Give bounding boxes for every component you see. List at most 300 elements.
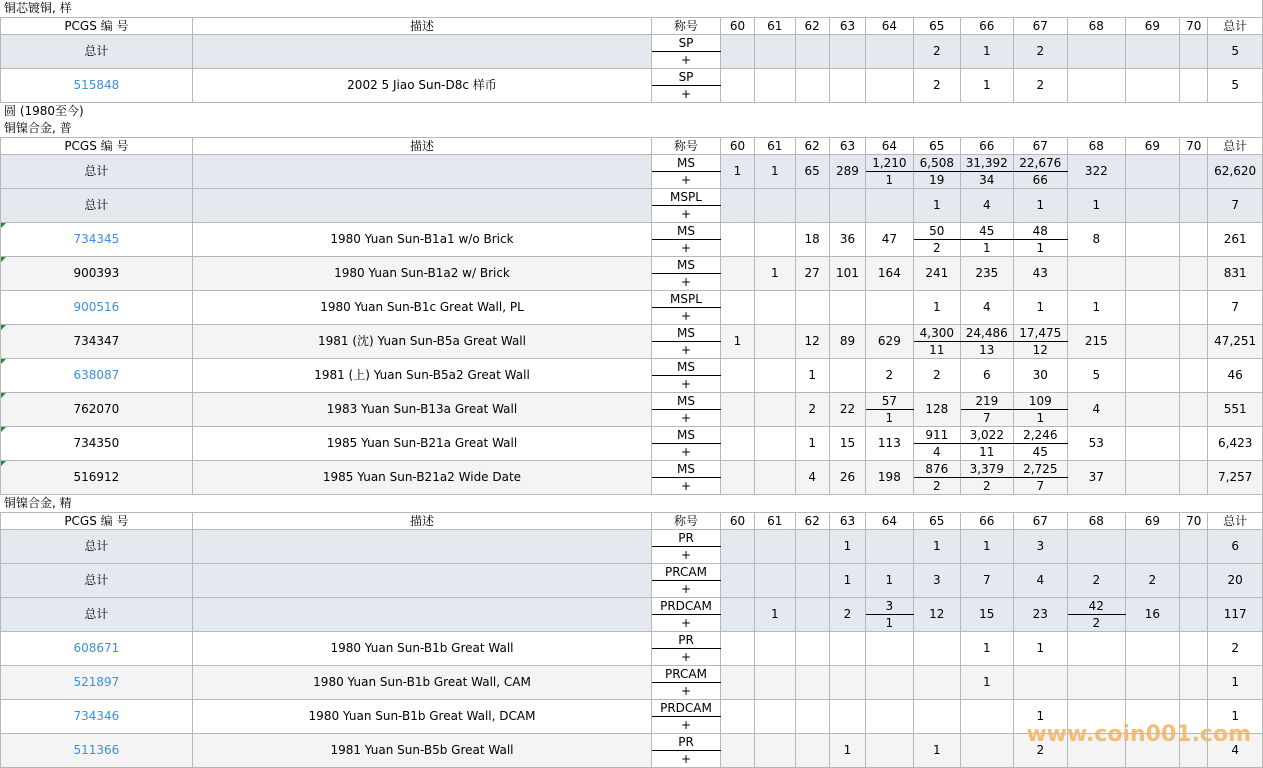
column-header: 63 (829, 18, 865, 35)
total-row (1, 35, 1263, 52)
grade-count (961, 734, 1013, 768)
plus-designation: + (652, 206, 721, 223)
grade-count: 1 (795, 359, 829, 393)
section-title: 铜镍合金, 精 (0, 495, 1263, 512)
grade-plus-count: 13 (961, 342, 1013, 359)
column-header: 69 (1125, 18, 1180, 35)
grade-count (755, 359, 795, 393)
coin-description (192, 598, 651, 632)
grade-count (866, 632, 913, 666)
grade-count: 3 (1013, 530, 1068, 564)
pcgs-number-link[interactable]: 734345 (1, 223, 193, 257)
table-row (1, 427, 1263, 444)
grade-plus-count: 2 (1068, 615, 1126, 632)
grade-count: 4 (795, 461, 829, 495)
grade-count (720, 564, 754, 598)
column-header: 69 (1125, 513, 1180, 530)
pcgs-number: 734347 (1, 325, 193, 359)
table-row (1, 393, 1263, 410)
grade-plus-count: 1 (866, 410, 913, 427)
table-row (1, 69, 1263, 86)
column-header: 64 (866, 18, 913, 35)
grade-count: 4 (961, 189, 1013, 223)
grade-count (755, 734, 795, 768)
grade-count: 23 (1013, 598, 1068, 632)
grade-count: 50 (913, 223, 960, 240)
plus-designation: + (652, 52, 721, 69)
grade-count (720, 257, 754, 291)
population-table (0, 17, 1263, 103)
grade-count (795, 700, 829, 734)
grade-count (795, 35, 829, 69)
coin-description (192, 530, 651, 564)
column-header: 70 (1180, 18, 1208, 35)
grade-count: 18 (795, 223, 829, 257)
grade-count (1125, 666, 1180, 700)
column-header: 62 (795, 138, 829, 155)
grade-count (1125, 155, 1180, 189)
grade-count: 42 (1068, 598, 1126, 615)
grade-count (755, 564, 795, 598)
pcgs-number-link[interactable]: 900516 (1, 291, 193, 325)
coin-description: 1981 (上) Yuan Sun-B5a2 Great Wall (192, 359, 651, 393)
grade-count: 26 (829, 461, 865, 495)
column-header: PCGS 编 号 (1, 513, 193, 530)
plus-designation: + (652, 308, 721, 325)
column-header: 66 (961, 18, 1013, 35)
grade-count (1180, 35, 1208, 69)
coin-description (192, 155, 651, 189)
designation: MS (652, 257, 721, 274)
grade-plus-count: 66 (1013, 172, 1068, 189)
designation: MSPL (652, 291, 721, 308)
grade-plus-count: 7 (1013, 478, 1068, 495)
table-row (1, 359, 1263, 376)
total-count: 1 (1208, 666, 1263, 700)
grade-count (720, 598, 754, 632)
grade-count: 215 (1068, 325, 1126, 359)
grade-plus-count: 34 (961, 172, 1013, 189)
total-count: 1 (1208, 700, 1263, 734)
grade-count: 3 (866, 598, 913, 615)
grade-count (1125, 35, 1180, 69)
column-header: 描述 (192, 138, 651, 155)
grade-count: 1 (961, 35, 1013, 69)
grade-count: 1 (1013, 700, 1068, 734)
designation: PR (652, 632, 721, 649)
grade-count (1180, 359, 1208, 393)
table-row (1, 632, 1263, 649)
grade-count: 2 (829, 598, 865, 632)
designation: MS (652, 325, 721, 342)
column-header: 62 (795, 513, 829, 530)
plus-designation: + (652, 751, 721, 768)
column-header: 67 (1013, 18, 1068, 35)
grade-count (913, 632, 960, 666)
grade-count (755, 291, 795, 325)
grade-count (1125, 325, 1180, 359)
grade-count: 5 (1068, 359, 1126, 393)
grade-count: 36 (829, 223, 865, 257)
grade-count (795, 69, 829, 103)
grade-count: 6,508 (913, 155, 960, 172)
grade-count (829, 632, 865, 666)
total-count: 261 (1208, 223, 1263, 257)
designation: MS (652, 427, 721, 444)
grade-count: 4 (1068, 393, 1126, 427)
designation: MS (652, 393, 721, 410)
grade-count (755, 393, 795, 427)
plus-designation: + (652, 615, 721, 632)
grade-count (720, 69, 754, 103)
grade-count (829, 359, 865, 393)
grade-count (755, 427, 795, 461)
grade-count: 2 (1013, 69, 1068, 103)
grade-count: 2 (913, 35, 960, 69)
grade-plus-count: 45 (1013, 444, 1068, 461)
grade-count: 1 (1068, 291, 1126, 325)
pcgs-number-link[interactable]: 511366 (1, 734, 193, 768)
pcgs-number: 762070 (1, 393, 193, 427)
total-row (1, 598, 1263, 615)
grade-count: 1 (1013, 632, 1068, 666)
grade-count (1180, 666, 1208, 700)
grade-count (1068, 69, 1126, 103)
grade-count: 45 (961, 223, 1013, 240)
grade-count: 3 (913, 564, 960, 598)
grade-count (1180, 427, 1208, 461)
grade-count: 4 (1013, 564, 1068, 598)
column-header: 66 (961, 138, 1013, 155)
grade-count (1125, 393, 1180, 427)
grade-count (755, 700, 795, 734)
column-header: 总计 (1208, 18, 1263, 35)
pcgs-number: 516912 (1, 461, 193, 495)
total-row (1, 155, 1263, 172)
coin-description: 1980 Yuan Sun-B1b Great Wall (192, 632, 651, 666)
total-count: 2 (1208, 632, 1263, 666)
total-count: 47,251 (1208, 325, 1263, 359)
grade-count (795, 564, 829, 598)
grade-count (755, 35, 795, 69)
grade-count: 3,379 (961, 461, 1013, 478)
grade-count (1180, 564, 1208, 598)
population-table (0, 137, 1263, 495)
designation: PRCAM (652, 666, 721, 683)
table-row (1, 700, 1263, 717)
grade-count (829, 700, 865, 734)
grade-count: 37 (1068, 461, 1126, 495)
coin-description (192, 35, 651, 69)
grade-count (1180, 632, 1208, 666)
grade-count (1180, 223, 1208, 257)
plus-designation: + (652, 342, 721, 359)
grade-count (1068, 257, 1126, 291)
pcgs-number-link[interactable]: 638087 (1, 359, 193, 393)
grade-count (961, 700, 1013, 734)
total-row (1, 530, 1263, 547)
grade-count: 1 (913, 734, 960, 768)
plus-designation: + (652, 444, 721, 461)
column-header: 称号 (652, 513, 721, 530)
pcgs-number: 900393 (1, 257, 193, 291)
grade-count (829, 69, 865, 103)
grade-count (720, 393, 754, 427)
grade-count: 15 (961, 598, 1013, 632)
grade-count: 1 (720, 155, 754, 189)
grade-count (755, 666, 795, 700)
designation: PR (652, 530, 721, 547)
grade-count (1180, 155, 1208, 189)
grade-count: 629 (866, 325, 913, 359)
grade-count (755, 461, 795, 495)
section-title: 铜镍合金, 普 (0, 120, 1263, 137)
grade-plus-count: 19 (913, 172, 960, 189)
grade-plus-count: 12 (1013, 342, 1068, 359)
column-header: 70 (1180, 138, 1208, 155)
total-count: 5 (1208, 69, 1263, 103)
grade-count (1180, 461, 1208, 495)
table-row (1, 291, 1263, 308)
pcgs-number-link[interactable]: 734346 (1, 700, 193, 734)
coin-description: 1985 Yuan Sun-B21a Great Wall (192, 427, 651, 461)
grade-count: 2 (795, 393, 829, 427)
grade-count (1125, 291, 1180, 325)
grade-count (755, 189, 795, 223)
total-count: 46 (1208, 359, 1263, 393)
pcgs-number: 总计 (1, 598, 193, 632)
total-count: 6,423 (1208, 427, 1263, 461)
grade-count: 22,676 (1013, 155, 1068, 172)
column-header: 67 (1013, 513, 1068, 530)
grade-count (720, 734, 754, 768)
grade-count: 89 (829, 325, 865, 359)
column-header: 70 (1180, 513, 1208, 530)
grade-count: 1 (961, 632, 1013, 666)
plus-designation: + (652, 547, 721, 564)
grade-count: 6 (961, 359, 1013, 393)
grade-count (913, 666, 960, 700)
coin-description: 1980 Yuan Sun-B1b Great Wall, CAM (192, 666, 651, 700)
grade-count: 1 (961, 530, 1013, 564)
pcgs-number: 总计 (1, 530, 193, 564)
grade-count (1068, 530, 1126, 564)
total-count: 6 (1208, 530, 1263, 564)
grade-count: 1 (913, 530, 960, 564)
column-header: 67 (1013, 138, 1068, 155)
grade-count (1125, 427, 1180, 461)
grade-plus-count: 11 (961, 444, 1013, 461)
pcgs-number: 总计 (1, 155, 193, 189)
pcgs-number: 734350 (1, 427, 193, 461)
column-header: 总计 (1208, 138, 1263, 155)
coin-description: 1980 Yuan Sun-B1c Great Wall, PL (192, 291, 651, 325)
column-header: 68 (1068, 18, 1126, 35)
total-count: 7 (1208, 291, 1263, 325)
column-header: 64 (866, 138, 913, 155)
grade-count: 322 (1068, 155, 1126, 189)
grade-count: 1 (720, 325, 754, 359)
grade-count: 2 (1013, 35, 1068, 69)
column-header: 60 (720, 18, 754, 35)
grade-count (1125, 223, 1180, 257)
grade-count (795, 666, 829, 700)
grade-plus-count: 2 (913, 240, 960, 257)
total-count: 831 (1208, 257, 1263, 291)
pcgs-number: 总计 (1, 564, 193, 598)
grade-plus-count: 1 (1013, 240, 1068, 257)
column-header: 61 (755, 513, 795, 530)
grade-count (1068, 666, 1126, 700)
column-header: 60 (720, 138, 754, 155)
column-header: PCGS 编 号 (1, 138, 193, 155)
table-header-row (1, 18, 1263, 35)
grade-plus-count: 7 (961, 410, 1013, 427)
column-header: 描述 (192, 18, 651, 35)
grade-count: 241 (913, 257, 960, 291)
grade-count (1068, 632, 1126, 666)
designation: MS (652, 223, 721, 240)
table-row (1, 223, 1263, 240)
coin-description: 1981 (沈) Yuan Sun-B5a Great Wall (192, 325, 651, 359)
table-row (1, 257, 1263, 274)
table-row (1, 325, 1263, 342)
grade-count (866, 666, 913, 700)
grade-count: 31,392 (961, 155, 1013, 172)
total-count: 551 (1208, 393, 1263, 427)
grade-count: 2 (913, 69, 960, 103)
grade-count: 7 (961, 564, 1013, 598)
grade-count: 1 (866, 564, 913, 598)
total-count: 117 (1208, 598, 1263, 632)
coin-description: 1985 Yuan Sun-B21a2 Wide Date (192, 461, 651, 495)
designation: PR (652, 734, 721, 751)
grade-count (755, 223, 795, 257)
grade-plus-count: 11 (913, 342, 960, 359)
designation: MSPL (652, 189, 721, 206)
table-header-row (1, 513, 1263, 530)
grade-count: 1 (829, 530, 865, 564)
grade-count: 4 (961, 291, 1013, 325)
grade-count: 1 (913, 189, 960, 223)
grade-count (795, 598, 829, 632)
grade-count: 43 (1013, 257, 1068, 291)
grade-count (720, 700, 754, 734)
grade-count: 24,486 (961, 325, 1013, 342)
column-header: 65 (913, 18, 960, 35)
grade-count: 1 (755, 598, 795, 632)
designation: MS (652, 359, 721, 376)
grade-count: 1 (961, 69, 1013, 103)
coin-description: 1981 Yuan Sun-B5b Great Wall (192, 734, 651, 768)
column-header: 66 (961, 513, 1013, 530)
column-header: 描述 (192, 513, 651, 530)
grade-count (1180, 325, 1208, 359)
grade-count (1180, 598, 1208, 632)
grade-count (1125, 69, 1180, 103)
table-row (1, 461, 1263, 478)
grade-count (1180, 69, 1208, 103)
grade-count (913, 700, 960, 734)
plus-designation: + (652, 581, 721, 598)
pcgs-number-link[interactable]: 608671 (1, 632, 193, 666)
grade-count (720, 291, 754, 325)
grade-count (755, 325, 795, 359)
grade-count (1068, 35, 1126, 69)
column-header: 61 (755, 138, 795, 155)
grade-count (720, 427, 754, 461)
section-title: 铜芯镀铜, 样 (0, 0, 1263, 17)
grade-count: 109 (1013, 393, 1068, 410)
grade-count: 27 (795, 257, 829, 291)
grade-count (720, 359, 754, 393)
grade-plus-count: 1 (1013, 410, 1068, 427)
grade-count: 17,475 (1013, 325, 1068, 342)
grade-count (866, 69, 913, 103)
grade-count: 2 (866, 359, 913, 393)
coin-description (192, 189, 651, 223)
grade-count: 1 (1013, 291, 1068, 325)
column-header: 63 (829, 138, 865, 155)
plus-designation: + (652, 683, 721, 700)
grade-count (795, 734, 829, 768)
column-header: 65 (913, 138, 960, 155)
grade-plus-count: 2 (913, 478, 960, 495)
designation: SP (652, 69, 721, 86)
plus-designation: + (652, 86, 721, 103)
total-count: 7 (1208, 189, 1263, 223)
plus-designation: + (652, 649, 721, 666)
designation: PRDCAM (652, 598, 721, 615)
grade-count: 2 (1068, 564, 1126, 598)
table-header-row (1, 138, 1263, 155)
grade-count: 48 (1013, 223, 1068, 240)
grade-count: 164 (866, 257, 913, 291)
grade-count (829, 666, 865, 700)
pcgs-number-link[interactable]: 521897 (1, 666, 193, 700)
grade-count: 1 (829, 564, 865, 598)
plus-designation: + (652, 240, 721, 257)
designation: MS (652, 461, 721, 478)
grade-count: 30 (1013, 359, 1068, 393)
grade-count: 22 (829, 393, 865, 427)
grade-count: 1 (829, 734, 865, 768)
plus-designation: + (652, 274, 721, 291)
grade-count: 219 (961, 393, 1013, 410)
column-header: 62 (795, 18, 829, 35)
grade-count: 1 (755, 155, 795, 189)
plus-designation: + (652, 376, 721, 393)
designation: PRCAM (652, 564, 721, 581)
grade-count (795, 189, 829, 223)
grade-count (1125, 632, 1180, 666)
grade-count: 876 (913, 461, 960, 478)
pcgs-number-link[interactable]: 515848 (1, 69, 193, 103)
column-header: PCGS 编 号 (1, 18, 193, 35)
total-count: 62,620 (1208, 155, 1263, 189)
designation: PRDCAM (652, 700, 721, 717)
grade-plus-count: 4 (913, 444, 960, 461)
grade-count: 113 (866, 427, 913, 461)
grade-count (720, 35, 754, 69)
total-count: 7,257 (1208, 461, 1263, 495)
grade-count: 911 (913, 427, 960, 444)
grade-count (1013, 666, 1068, 700)
coin-description: 1980 Yuan Sun-B1b Great Wall, DCAM (192, 700, 651, 734)
grade-count: 1 (755, 257, 795, 291)
grade-plus-count: 1 (866, 615, 913, 632)
grade-count (1180, 189, 1208, 223)
